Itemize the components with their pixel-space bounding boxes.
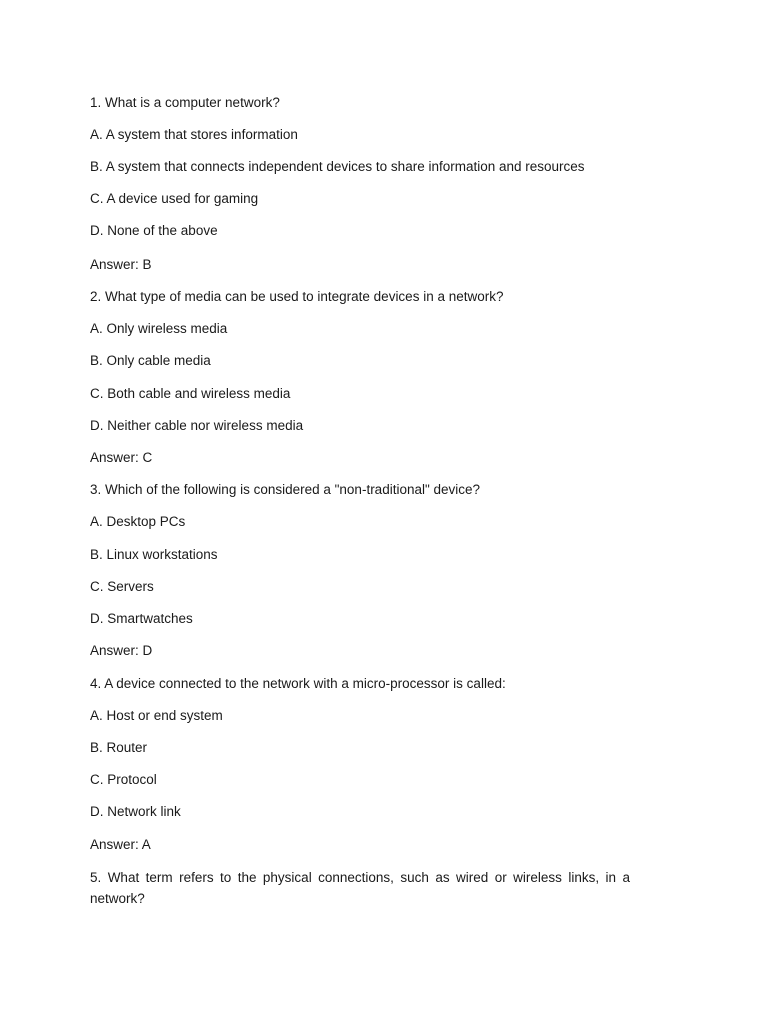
question-3-text: 3. Which of the following is considered a "non-traditional" device? <box>90 482 481 497</box>
question-2-text: 2. What type of media can be used to integrate devices in a network? <box>90 289 504 304</box>
question-4-answer: Answer: A <box>90 837 151 852</box>
question-3-option-d: D. Smartwatches <box>90 611 193 626</box>
question-2-option-d: D. Neither cable nor wireless media <box>90 418 304 433</box>
question-1-option-c: C. A device used for gaming <box>90 191 259 206</box>
question-1-option-d: D. None of the above <box>90 223 218 238</box>
question-5-text: 5. What term refers to the physical connections, such as wired or wireless links, in a network? <box>90 870 630 906</box>
question-2-option-c: C. Both cable and wireless media <box>90 386 291 401</box>
question-3-option-b: B. Linux workstations <box>90 547 218 562</box>
question-1-text: 1. What is a computer network? <box>90 95 280 110</box>
question-1-option-b: B. A system that connects independent devices to share information and resources <box>90 159 585 174</box>
question-4-option-b: B. Router <box>90 740 148 755</box>
question-2-answer: Answer: C <box>90 450 153 465</box>
question-3-option-a: A. Desktop PCs <box>90 514 186 529</box>
question-2-option-a: A. Only wireless media <box>90 321 228 336</box>
question-3-option-c: C. Servers <box>90 579 154 594</box>
question-4-option-d: D. Network link <box>90 804 181 819</box>
question-4-option-a: A. Host or end system <box>90 708 223 723</box>
question-1-answer: Answer: B <box>90 257 152 272</box>
question-4-option-c: C. Protocol <box>90 772 157 787</box>
question-1-option-a: A. A system that stores information <box>90 127 298 142</box>
question-4-text: 4. A device connected to the network with a micro-processor is called: <box>90 676 506 691</box>
question-3-answer: Answer: D <box>90 643 153 658</box>
question-2-option-b: B. Only cable media <box>90 353 211 368</box>
